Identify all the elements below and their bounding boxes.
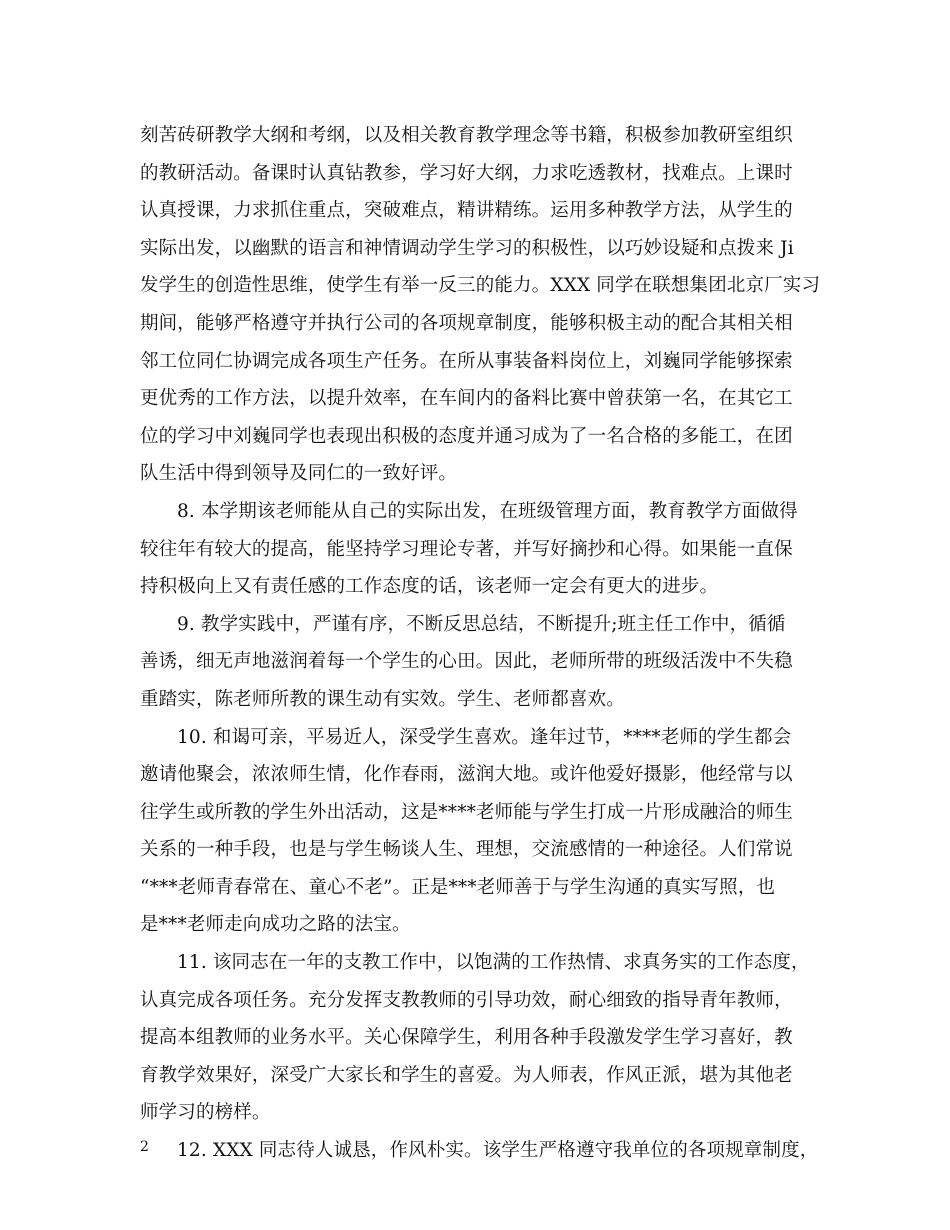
text-line: 师学习的榜样。 — [140, 1102, 271, 1124]
text-line: 更优秀的工作方法，以提升效率，在车间内的备料比赛中曾获第一名，在其它工 — [140, 388, 793, 410]
paragraph-first-line: 10. 和谒可亲，平易近人，深受学生喜欢。逢年过节，****老师的学生都会 — [177, 726, 792, 748]
text-line: 队生活中得到领导及同仁的一致好评。 — [140, 463, 458, 485]
text-line: 持积极向上又有责任感的工作态度的话，该老师一定会有更大的进步。 — [140, 576, 719, 598]
text-line: 的教研活动。备课时认真钻教参，学习好大纲，力求吃透教材，找难点。上课时 — [140, 162, 793, 184]
text-line: 育教学效果好，深受广大家长和学生的喜爱。为人师表，作风正派，堪为其他老 — [140, 1064, 793, 1086]
text-line: 较往年有较大的提高，能坚持学习理论专著，并写好摘抄和心得。如果能一直保 — [140, 538, 793, 560]
text-line: 重踏实，陈老师所教的课生动有实效。学生、老师都喜欢。 — [140, 688, 625, 710]
text-line: “***老师青春常在、童心不老”。正是***老师善于与学生沟通的真实写照，也 — [140, 876, 776, 898]
text-line: 邀请他聚会，浓浓师生情，化作春雨，滋润大地。或许他爱好摄影，他经常与以 — [140, 764, 793, 786]
text-line: 提高本组教师的业务水平。关心保障学生，利用各种手段激发学生学习喜好，教 — [140, 1027, 793, 1049]
text-line: 认真授课，力求抓住重点，突破难点，精讲精练。运用多种教学方法，从学生的 — [140, 200, 793, 222]
paragraph-first-line: 8. 本学期该老师能从自己的实际出发，在班级管理方面，教育教学方面做得 — [177, 500, 798, 522]
text-line: 位的学习中刘巍同学也表现出积极的态度并通习成为了一名合格的多能工，在团 — [140, 425, 793, 447]
text-line: 善诱，细无声地滋润着每一个学生的心田。因此，老师所带的班级活泼中不失稳 — [140, 651, 793, 673]
page-number: 2 — [140, 1139, 149, 1155]
text-line: 认真完成各项任务。充分发挥支教教师的引导功效，耐心细致的指导青年教师， — [140, 989, 793, 1011]
text-line: 期间，能够严格遵守并执行公司的各项规章制度，能够积极主动的配合其相关相 — [140, 312, 793, 334]
text-line: 往学生或所教的学生外出活动，这是****老师能与学生打成一片形成融洽的师生 — [140, 801, 794, 823]
text-line: 刻苦砖研教学大纲和考纲，以及相关教育教学理念等书籍，积极参加教研室组织 — [140, 125, 793, 146]
text-line: 实际出发，以幽默的语言和神情调动学生学习的积极性，以巧妙设疑和点拨来 Ji — [140, 237, 794, 259]
text-line: 邻工位同仁协调完成各项生产任务。在所从事装备料岗位上，刘巍同学能够探索 — [140, 350, 793, 372]
text-line: 是***老师走向成功之路的法宝。 — [140, 914, 411, 936]
text-line: 关系的一种手段，也是与学生畅谈人生、理想，交流感情的一种途径。人们常说 — [140, 839, 793, 861]
text-line: 发学生的创造性思维，使学生有举一反三的能力。XXX 同学在联想集团北京厂实习 — [140, 275, 821, 297]
document-body — [140, 117, 820, 1170]
paragraph-first-line: 11. 该同志在一年的支教工作中，以饱满的工作热情、求真务实的工作态度， — [177, 952, 810, 974]
paragraph-first-line: 9. 教学实践中，严谨有序，不断反思总结，不断提升;班主任工作中，循循 — [177, 613, 786, 635]
paragraph-first-line: 12. XXX 同志待人诚恳，作风朴实。该学生严格遵守我单位的各项规章制度， — [177, 1140, 819, 1162]
